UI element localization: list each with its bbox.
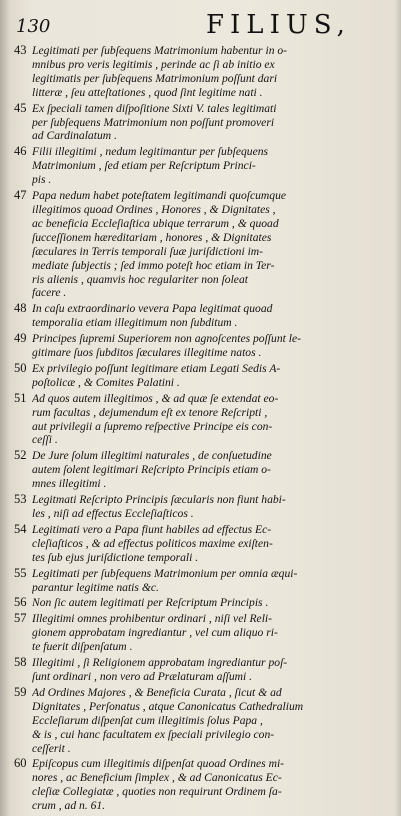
page-number: 130 [16,16,51,37]
paragraph-number: 55 [14,565,27,580]
paragraph-number: 47 [14,188,27,203]
paragraph-number: 57 [14,611,27,626]
text-line: Ad quos autem illegitimos , & ad quæ ſe extendat eo- [32,391,279,405]
paragraph-number: 43 [14,43,27,57]
numbered-paragraph [8,189,396,300]
text-line: ris alienis , quamvis hoc regulariter non ſoleat [32,272,248,286]
text-line: parantur legitime natis &c. [32,580,159,594]
paragraph-text [32,102,396,144]
paragraph-text [32,145,396,187]
text-line: ad Cardinalatum . [32,129,117,143]
text-line: Legitimati vero a Papa fiunt habiles ad effectus Ec- [32,522,272,536]
paragraph-text [32,656,396,684]
numbered-paragraph [8,567,396,595]
paragraph-number: 46 [14,144,27,159]
text-line: Legitimati per ſubſequens Matrimonium habentur in o- [32,44,288,57]
text-line: Ex privilegio poſſunt legitimare etiam Legati Sedis A- [32,361,281,375]
text-line: Legitmati Reſcripto Principis ſæcularis non fiunt habi- [32,493,286,507]
text-line: Eccleſiarum diſpenſat cum illegitimis ſolus Papa , [32,713,263,727]
text-line: per ſubſequens Matrimonium non poſſunt promoveri [32,115,275,129]
paragraph-number: 53 [14,492,27,507]
text-line: Ex ſpeciali tamen diſpoſitione Sixti V. tales legitimati [32,101,277,115]
text-line: Epiſcopus cum illegitimis diſpenſat quoad Ordines mi- [32,757,285,771]
numbered-paragraph [8,302,396,330]
text-line: Filii illegitimi , nedum legitimantur per ſubſequens [32,145,269,159]
paragraph-number: 60 [14,756,27,771]
text-line: In caſu extraordinario vevera Papa legitimat quoad [32,302,273,316]
paragraph-text [32,596,396,610]
text-line: cleſiaſticos , & ad effectus politicos maxime exiſten- [32,536,273,550]
numbered-paragraph [8,612,396,654]
text-line: facere . [32,286,67,300]
text-line: temporalia etiam illegitimum non ſubditum . [32,316,238,330]
paragraph-number: 48 [14,301,27,316]
paragraph-text [32,612,396,654]
text-line: autem ſolent legitimari Reſcripto Principis etiam o- [32,463,271,477]
page-header [10,4,398,40]
text-line: Illegitimi , ſi Religionem approbatam ingrediantur poſ- [32,656,288,670]
paragraph-number: 58 [14,655,27,670]
text-line: Legitimati per ſubſequens Matrimonium per omnia æqui- [32,566,298,580]
paragraph-text [32,449,396,491]
text-line: les , niſi ad effectus Eccleſiaſticos . [32,507,194,520]
text-line: ac beneficia Eccleſiaſtica ubique terrarum , & quoad [32,216,279,230]
paragraph-text [32,302,396,330]
text-line: mnibus pro veris legitimis , perinde ac ſi ab initio ex [32,57,275,71]
paragraph-text [32,757,396,813]
text-line: Principes ſupremi Superiorem non agnoſcentes poſſunt le- [32,332,301,346]
text-line: gionem approbatam ingrediantur , vel cum aliquo ri- [32,626,278,640]
text-line: Dignitates , Perſonatus , atque Canonicatus Cathedralium [32,699,304,713]
paragraph-number: 49 [14,331,27,346]
numbered-paragraph [8,449,396,491]
paragraph-text [32,44,396,100]
paragraph-number: 54 [14,521,27,536]
numbered-paragraph [8,686,396,756]
paragraph-text [32,189,396,300]
text-line: Ad Ordines Majores , & Beneficia Curata , ſicut & ad [32,685,282,699]
paragraph-number: 51 [14,390,27,405]
text-line: De Jure ſolum illegitimi naturales , de conſuetudine [32,449,272,463]
numbered-paragraph [8,332,396,360]
numbered-paragraph [8,44,396,100]
text-line: ceſſi . [32,433,58,447]
text-line: illegitimos quoad Ordines , Honores , & Dignitates , [32,202,276,216]
running-head: FILIUS, [206,10,351,40]
paragraph-text [32,523,396,565]
paragraph-number: 56 [14,595,27,610]
paragraph-number: 59 [14,684,27,699]
text-line: litteræ , ſeu atteſtationes , quod ſint legitime nati . [32,85,263,99]
text-line: pis . [32,173,52,187]
text-line: Illegitimi omnes prohibentur ordinari , niſi vel Reli- [32,612,273,626]
text-line: poſtolicæ , & Comites Palatini . [32,375,180,389]
text-line: ceſſerit . [32,741,71,755]
text-line: Matrimonium , ſed etiam per Reſcriptum Princi- [32,159,256,173]
paragraph-text [32,362,396,390]
text-line: cleſiæ Collegiatæ , quoties non requirunt Ordinem ſa- [32,785,282,799]
text-line: te fuerit diſpenſatum . [32,640,133,654]
paragraph-text [32,332,396,360]
paragraph-text [32,392,396,448]
numbered-paragraph [8,392,396,448]
paragraph-number: 50 [14,360,27,375]
numbered-paragraph [8,362,396,390]
text-line: mediate ſubjectis ; ſed immo poteſt hoc etiam in Ter- [32,258,275,272]
numbered-paragraph [8,523,396,565]
text-line: legitimatis per ſubſequens Matrimonium poſſunt dari [32,71,278,85]
text-line: rum facultas , dejumendum eſt ex tenore Reſcripti , [32,405,268,419]
text-line: ſucceſſionem hæreditariam , honores , & Dignitates [32,230,272,244]
paragraph-text [32,567,396,595]
text-line: gitimare ſuos ſubditos ſæculares illegitime natos . [32,346,262,360]
paragraph-text [32,686,396,756]
numbered-paragraph [8,656,396,684]
numbered-paragraph [8,757,396,813]
text-line: Papa nedum habet poteſtatem legitimandi quoſcumque [32,189,287,203]
text-line: ſunt ordinari , non vero ad Prælaturam aſſumi . [32,669,253,683]
text-line: aut privilegii a ſupremo reſpective Principe eis con- [32,419,273,433]
text-line: nores , ac Beneficium ſimplex , & ad Canonicatus Ec- [32,771,282,785]
numbered-paragraph [8,145,396,187]
text-line: tes ſub ejus juriſdictione temporali . [32,550,199,564]
numbered-paragraph [8,596,396,610]
text-line: ſæculares in Terris temporali ſuæ juriſdictioni im- [32,244,264,258]
paragraph-text [32,493,396,521]
text-line: & is , cui hanc facultatem ex ſpeciali privilegio con- [32,727,275,741]
paragraph-list [8,44,396,815]
text-line: Non ſic autem legitimati per Reſcriptum Principis . [32,596,269,610]
text-line: crum , ad n. 61. [32,799,106,813]
paragraph-number: 52 [14,448,27,463]
paragraph-number: 45 [14,100,27,115]
numbered-paragraph [8,102,396,144]
numbered-paragraph [8,493,396,521]
text-line: mnes illegitimi . [32,477,107,491]
